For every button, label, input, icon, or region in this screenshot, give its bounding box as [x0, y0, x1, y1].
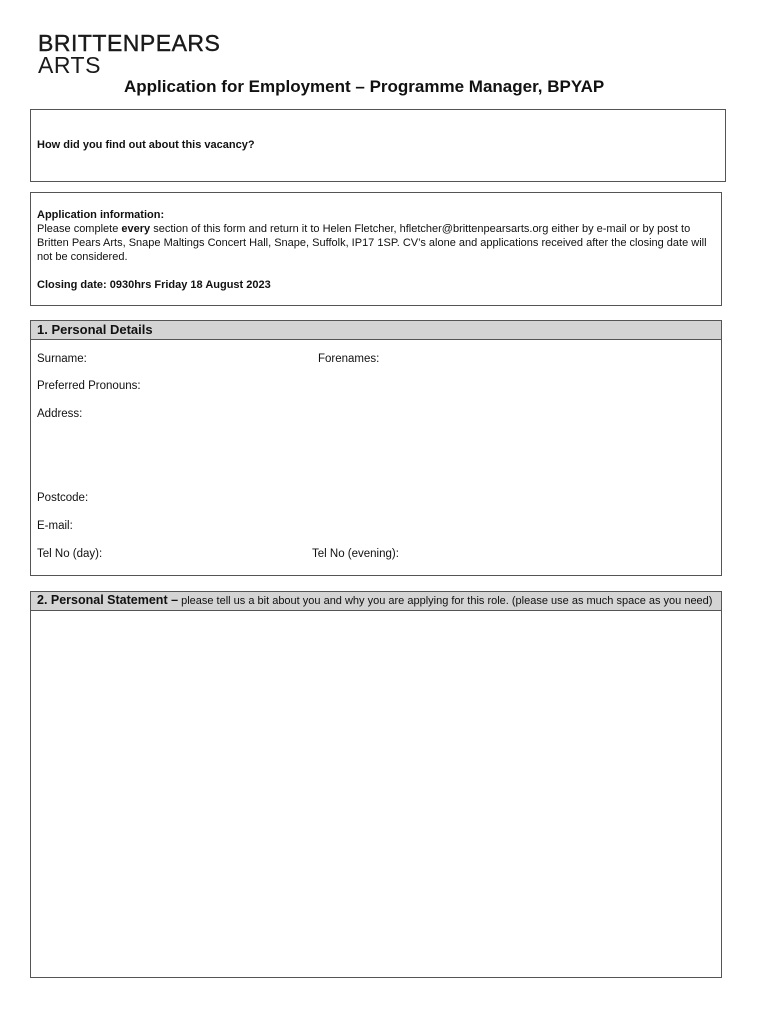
tel-evening-field[interactable]: Tel No (evening): — [312, 548, 399, 560]
personal-details-header: 1. Personal Details — [31, 321, 721, 340]
vacancy-section[interactable] — [30, 109, 726, 182]
address-field[interactable]: Address: — [37, 408, 83, 420]
personal-details-section — [30, 320, 722, 576]
logo-text-n: N — [122, 30, 140, 56]
vacancy-question: How did you find out about this vacancy? — [37, 139, 255, 151]
application-info-heading: Application information: — [37, 209, 165, 221]
logo-text-arts: ARTS — [38, 52, 101, 78]
closing-date: Closing date: 0930hrs Friday 18 August 2023 — [37, 279, 271, 291]
personal-statement-header: 2. Personal Statement – please tell us a bit about you and why you are applying for this role. (please use as much space as you need) — [31, 592, 721, 611]
tel-day-field[interactable]: Tel No (day): — [37, 548, 103, 560]
application-info-text: Please complete every section of this form and return it to Helen Fletcher, hfletcher@brittenpearsarts.org either by e-mail or by post to Britten Pears Arts, Snape Maltings Concert Hall, Snape, Suffolk, IP17 1SP. CV’s alone and applications received after the closing date will not be considered. — [37, 223, 707, 263]
postcode-field[interactable]: Postcode: — [37, 492, 89, 504]
application-info-section — [30, 192, 722, 306]
email-field[interactable]: E-mail: — [37, 520, 73, 532]
personal-statement-hint: please tell us a bit about you and why you are applying for this role. (please use as much space as you need) — [178, 595, 713, 607]
surname-field[interactable]: Surname: — [37, 353, 87, 365]
logo-text-pears: PEARS — [139, 30, 221, 56]
logo — [38, 32, 220, 77]
page-title: Application for Employment – Programme Manager, BPYAP — [124, 77, 605, 96]
forenames-field[interactable]: Forenames: — [318, 353, 380, 365]
pronouns-field[interactable]: Preferred Pronouns: — [37, 380, 141, 392]
logo-text-britten: BRITTE — [38, 30, 123, 56]
personal-statement-section[interactable] — [30, 591, 722, 978]
